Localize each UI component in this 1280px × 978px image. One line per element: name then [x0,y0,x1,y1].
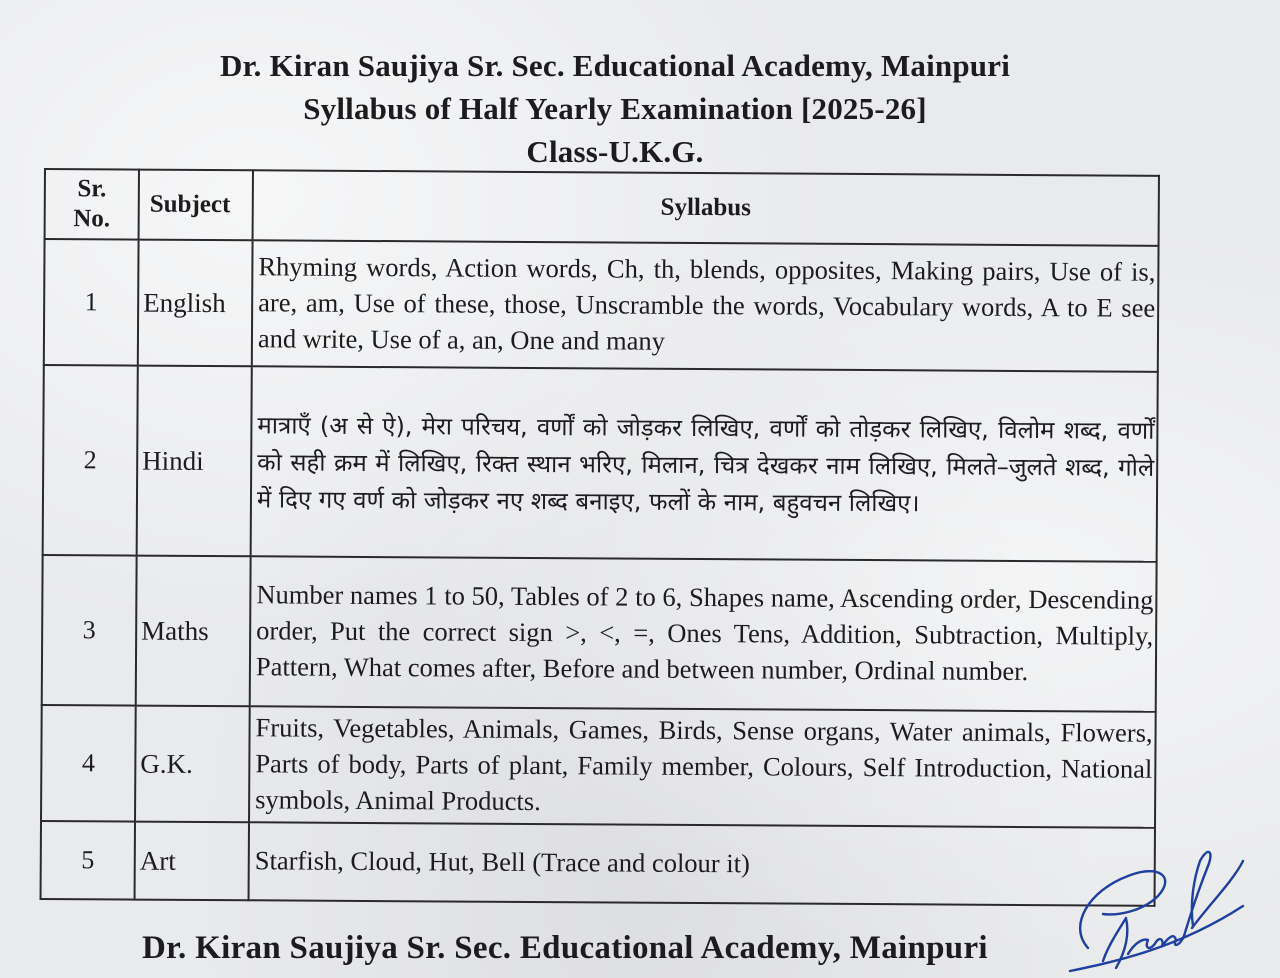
table-row [41,705,1156,828]
table-row [43,365,1158,562]
document-header [0,44,1230,173]
sr-no-header-line1: Sr. [77,175,107,203]
sr-no-cell: 1 [44,239,139,366]
syllabus-cell: मात्राएँ (अ से ऐ), मेरा परिचय, वर्णों को जोड़कर लिखिए, वर्णों को तोड़कर लिखिए, विलोम शब्द, वर्णों को सही क्रम में लिखिए, रिक्त स्थान भरिए, मिलान, चित्र देखकर नाम लिखिए, मिलते–जुलते शब्द, गोले में दिए गए वर्ण को जोड़कर नए शब्द बनाइए, फलों के नाम, बहुवचन लिखिए। [251,366,1158,562]
sr-no-cell: 5 [41,821,135,900]
exam-title: Syllabus of Half Yearly Examination [2025-26] [303,91,927,126]
sr-no-cell: 2 [43,365,138,556]
sr-no-cell: 4 [41,705,136,822]
syllabus-cell: Starfish, Cloud, Hut, Bell (Trace and colour it) [249,822,1155,906]
syllabus-cell: Number names 1 to 50, Tables of 2 to 6, Shapes name, Ascending order, Descending order, Put the correct sign >, <, =, Ones Tens, Addition, Subtraction, Multiply, Pattern, What comes after, Before and between number, Ordinal number. [250,556,1157,712]
table-row [44,239,1159,372]
syllabus-header: Syllabus [253,170,1159,246]
class-label: Class-U.K.G. [526,134,704,169]
sr-no-header [45,169,139,240]
table-header-row [45,169,1159,246]
table-row [41,821,1155,906]
syllabus-cell: Fruits, Vegetables, Animals, Games, Birds, Sense organs, Water animals, Flowers, Parts of body, Parts of plant, Family member, Colours, Self Introduction, National symbols, Animal Products. [249,706,1156,828]
subject-cell: Art [135,822,249,901]
school-name: Dr. Kiran Saujiya Sr. Sec. Educational Academy, Mainpuri [219,48,1011,83]
footer-school-name: Dr. Kiran Saujiya Sr. Sec. Educational Academy, Mainpuri [142,930,988,966]
table-row [42,555,1157,712]
sr-no-cell: 3 [42,555,137,706]
syllabus-cell: Rhyming words, Action words, Ch, th, blends, opposites, Making pairs, Use of is, are, am, Use of these, those, Unscramble the words, Vocabulary words, A to E see and write, Use of a, an, One and many [252,240,1159,372]
subject-cell: Maths [136,556,251,707]
subject-header: Subject [139,170,253,241]
subject-cell: English [138,240,253,367]
signature-icon [1058,836,1248,976]
sr-no-header-line2: No. [73,205,111,233]
subject-cell: G.K. [135,706,250,823]
subject-cell: Hindi [137,366,252,557]
syllabus-table [40,168,1160,907]
